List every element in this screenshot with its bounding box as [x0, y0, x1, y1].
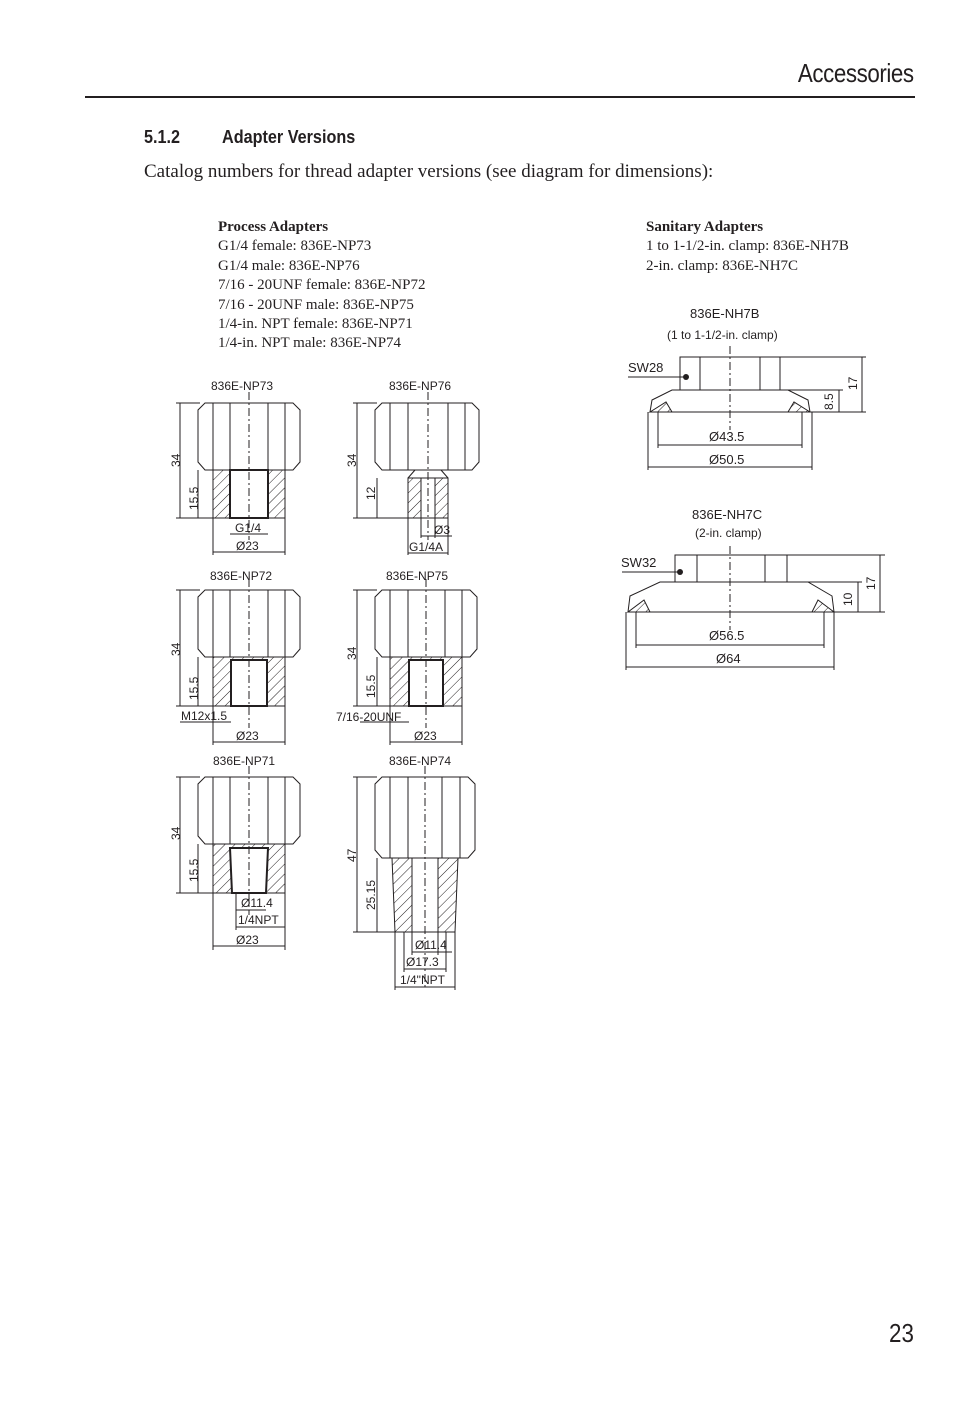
np74-inner-diameter: Ø11.4 — [415, 938, 447, 952]
np76-thread-height: 12 — [364, 486, 378, 500]
np73-title: 836E-NP73 — [211, 379, 274, 393]
np76-thread: G1/4A — [409, 540, 444, 554]
diagram-np76 — [353, 392, 479, 555]
intro-text: Catalog numbers for thread adapter versions (see diagram for dimensions): — [144, 161, 714, 182]
np71-inner-diameter: Ø11.4 — [241, 896, 273, 910]
np76-diameter: Ø3 — [434, 523, 451, 537]
np72-height: 34 — [169, 642, 183, 656]
np73-height: 34 — [169, 453, 183, 467]
np71-title: 836E-NP71 — [213, 754, 276, 768]
np76-height: 34 — [345, 453, 359, 467]
np71-thread: 1/4NPT — [238, 913, 279, 927]
nh7c-outer-diameter: Ø64 — [716, 651, 741, 666]
np75-thread: 7/16-20UNF — [336, 710, 402, 724]
nh7b-clamp-height: 8.5 — [822, 393, 836, 410]
np72-thread: M12x1.5 — [181, 709, 228, 723]
nh7c-clamp-height: 10 — [841, 592, 855, 606]
nh7c-height: 17 — [864, 576, 878, 590]
process-item: 1/4-in. NPT female: 836E-NP71 — [218, 316, 413, 333]
np74-thread: 1/4"NPT — [400, 973, 445, 987]
np72-thread-height: 15.5 — [187, 676, 201, 700]
np72-diameter: Ø23 — [236, 729, 259, 743]
process-item: G1/4 male: 836E-NP76 — [218, 257, 360, 274]
section-title: Adapter Versions — [222, 127, 356, 147]
nh7b-title: 836E-NH7B — [690, 306, 760, 321]
np71-diameter: Ø23 — [236, 933, 259, 947]
nh7c-inner-diameter: Ø56.5 — [709, 628, 745, 643]
np74-thread-height: 25.15 — [364, 879, 378, 910]
np75-thread-height: 15.5 — [364, 674, 378, 698]
np75-diameter: Ø23 — [414, 729, 437, 743]
section-number: 5.1.2 — [144, 127, 181, 147]
np73-thread: G1/4 — [235, 521, 262, 535]
process-item: 1/4-in. NPT male: 836E-NP74 — [218, 335, 402, 352]
sanitary-item: 2-in. clamp: 836E-NH7C — [646, 257, 799, 274]
np74-title: 836E-NP74 — [389, 754, 452, 768]
process-item: G1/4 female: 836E-NP73 — [218, 238, 372, 255]
nh7b-subtitle: (1 to 1-1/2-in. clamp) — [667, 328, 778, 342]
np74-height: 47 — [345, 848, 359, 862]
np75-height: 34 — [345, 646, 359, 660]
process-item: 7/16 - 20UNF male: 836E-NP75 — [218, 296, 414, 313]
nh7c-wrench-size: SW32 — [621, 555, 657, 570]
np73-thread-height: 15.5 — [187, 486, 201, 510]
nh7b-inner-diameter: Ø43.5 — [709, 429, 745, 444]
nh7b-height: 17 — [846, 376, 860, 390]
nh7b-outer-diameter: Ø50.5 — [709, 452, 745, 467]
np72-title: 836E-NP72 — [210, 569, 273, 583]
process-heading: Process Adapters — [218, 219, 329, 235]
np76-title: 836E-NP76 — [389, 379, 452, 393]
np74-outer-diameter: Ø17.3 — [406, 955, 439, 969]
page-number: 23 — [889, 1318, 914, 1348]
nh7c-subtitle: (2-in. clamp) — [695, 526, 762, 540]
nh7c-title: 836E-NH7C — [692, 507, 763, 522]
np71-height: 34 — [169, 826, 183, 840]
diagram-nh7c — [622, 546, 885, 670]
sanitary-heading: Sanitary Adapters — [646, 219, 764, 235]
np71-thread-height: 15.5 — [187, 858, 201, 882]
process-item: 7/16 - 20UNF female: 836E-NP72 — [218, 277, 426, 294]
header-title: Accessories — [798, 58, 914, 88]
sanitary-item: 1 to 1-1/2-in. clamp: 836E-NH7B — [646, 238, 849, 255]
nh7b-wrench-size: SW28 — [628, 360, 664, 375]
np73-diameter: Ø23 — [236, 539, 259, 553]
np75-title: 836E-NP75 — [386, 569, 449, 583]
